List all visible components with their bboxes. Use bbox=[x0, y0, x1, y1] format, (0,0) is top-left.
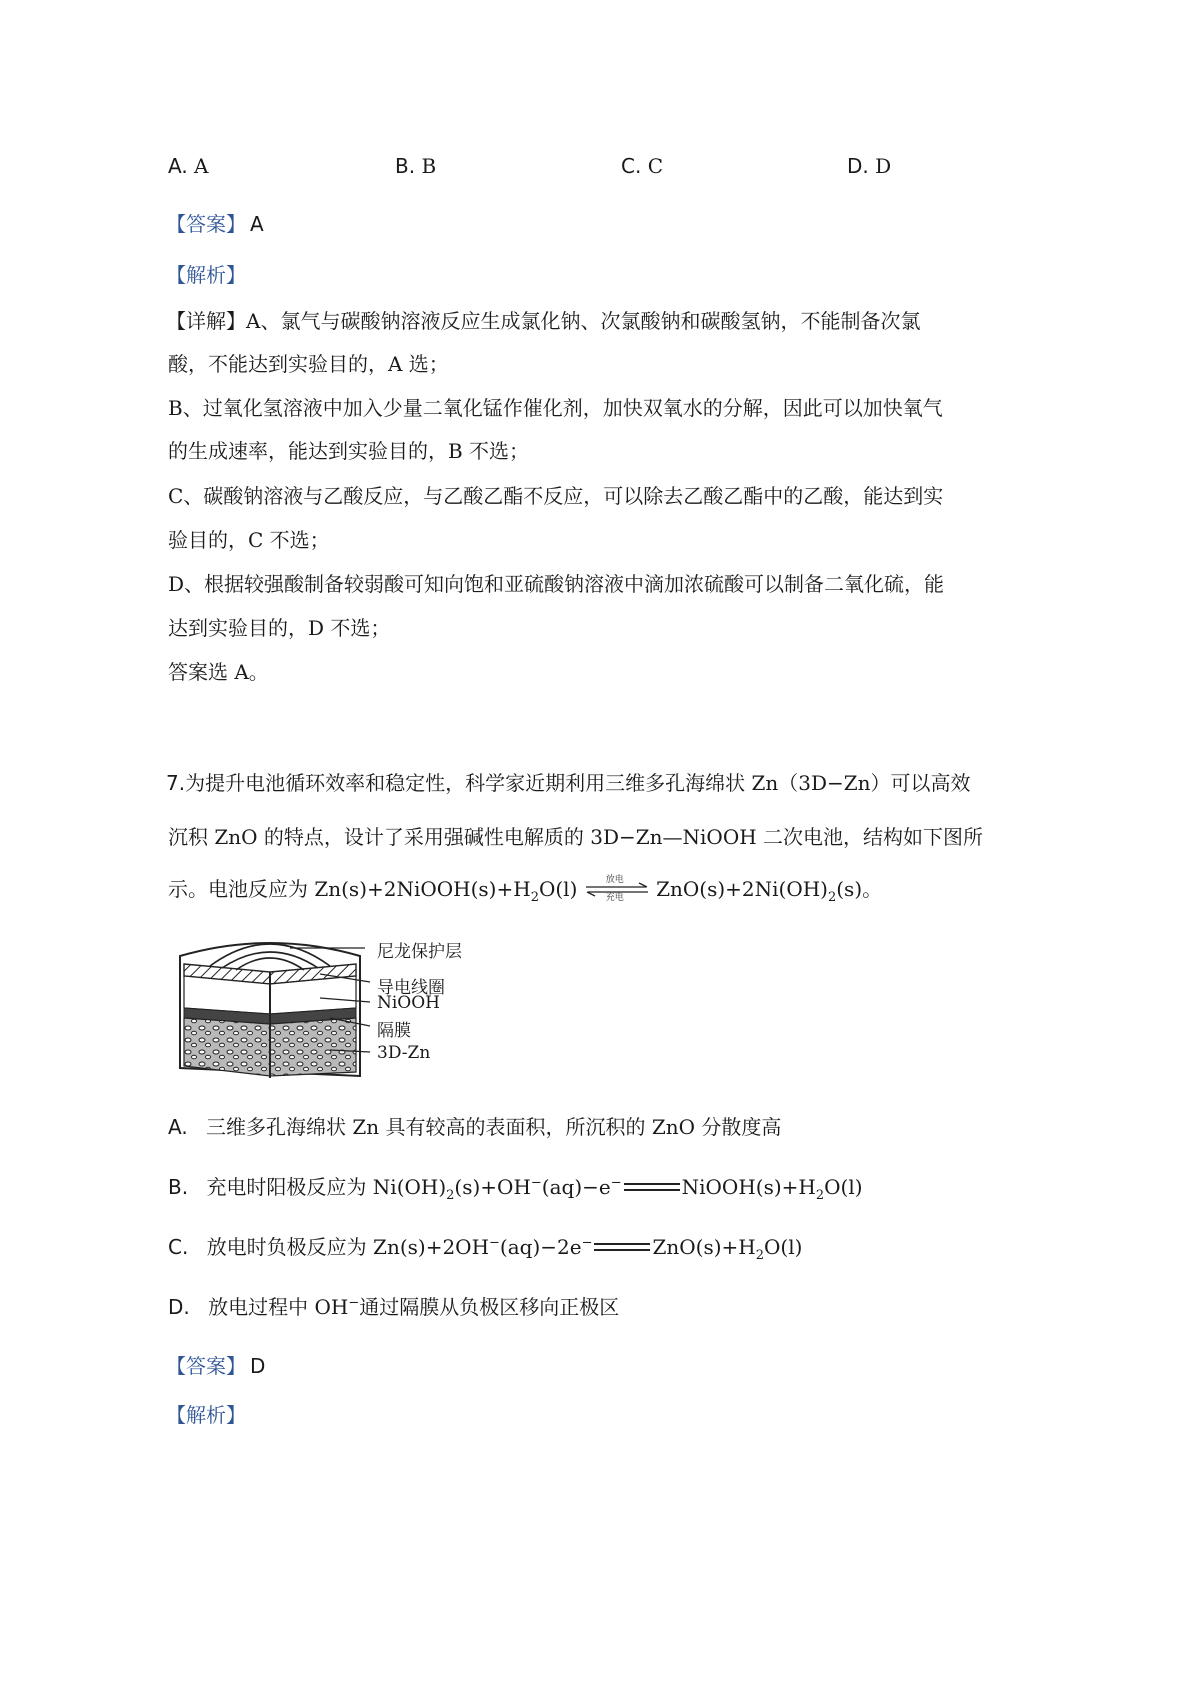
label-conductive-coil: 导电线圈 bbox=[377, 978, 445, 998]
option-text: (s)+OH bbox=[454, 1175, 531, 1199]
option-text: (aq)−e bbox=[541, 1175, 611, 1199]
question-number: 7. bbox=[166, 771, 186, 795]
analysis-tag: 【解析】 bbox=[166, 263, 246, 287]
stem-text: 为提升电池循环效率和稳定性，科学家近期利用三维多孔海绵状 Zn（3D−Zn）可以高效 bbox=[185, 771, 971, 795]
q6-answer bbox=[166, 214, 264, 234]
q6-detail-line-6: 验目的，C 不选； bbox=[168, 528, 330, 552]
q6-detail-line-3: B、过氧化氢溶液中加入少量二氧化锰作催化剂，加快双氧水的分解，因此可以加快氧气 bbox=[168, 396, 943, 420]
option-letter: A. bbox=[168, 1115, 188, 1139]
q6-detail-line-4: 的生成速率，能达到实验目的，B 不选； bbox=[168, 439, 530, 463]
q6-option-d bbox=[847, 156, 891, 176]
q7-option-a bbox=[168, 1117, 781, 1137]
q7-stem-line-2: 沉积 ZnO 的特点，设计了采用强碱性电解质的 3D−Zn—NiOOH 二次电池，结构如下图所 bbox=[168, 825, 984, 849]
detail-text: A、氯气与碳酸钠溶液反应生成氯化钠、次氯酸钠和碳酸氢钠，不能制备次氯 bbox=[246, 309, 921, 333]
label-separator: 隔膜 bbox=[377, 1021, 411, 1041]
option-text: D bbox=[875, 154, 892, 178]
option-text: B bbox=[421, 154, 437, 178]
option-text: A bbox=[194, 154, 209, 178]
option-letter: C. bbox=[621, 154, 642, 178]
subscript: 2 bbox=[755, 1248, 765, 1263]
option-text: 通过隔膜从负极区移向正极区 bbox=[359, 1295, 620, 1319]
q6-detail-line-5: C、碳酸钠溶液与乙酸反应，与乙酸乙酯不反应，可以除去乙酸乙酯中的乙酸，能达到实 bbox=[168, 484, 944, 508]
option-letter: B. bbox=[168, 1175, 189, 1199]
q6-detail-line-1 bbox=[166, 311, 920, 331]
q6-detail-line-7: D、根据较强酸制备较弱酸可知向饱和亚硫酸钠溶液中滴加浓硫酸可以制备二氧化硫，能 bbox=[168, 572, 945, 596]
q6-analysis-tag bbox=[166, 265, 246, 285]
label-niooh: NiOOH bbox=[377, 993, 441, 1013]
q7-option-c bbox=[168, 1235, 803, 1263]
equal-sign-icon bbox=[624, 1183, 680, 1191]
option-letter: C. bbox=[168, 1235, 189, 1259]
option-text: O(l) bbox=[764, 1235, 803, 1259]
q6-detail-line-8: 达到实验目的，D 不选； bbox=[168, 616, 391, 640]
analysis-tag: 【解析】 bbox=[166, 1403, 246, 1427]
superscript: − bbox=[610, 1175, 622, 1191]
equal-sign-icon bbox=[594, 1243, 650, 1251]
subscript: 2 bbox=[827, 890, 837, 905]
answer-tag: 【答案】 bbox=[166, 212, 246, 236]
option-text: (aq)−2e bbox=[499, 1235, 582, 1259]
answer-value: A bbox=[250, 212, 264, 236]
label-nylon-layer: 尼龙保护层 bbox=[377, 942, 462, 962]
q6-option-c bbox=[621, 156, 663, 176]
option-text: C bbox=[647, 154, 663, 178]
arrow-label-top: 放电 bbox=[605, 875, 624, 885]
q7-option-d bbox=[168, 1297, 619, 1317]
option-letter: D. bbox=[847, 154, 869, 178]
superscript: − bbox=[489, 1235, 500, 1251]
superscript: − bbox=[581, 1235, 593, 1251]
reaction-right-end: (s)。 bbox=[836, 877, 883, 901]
arrow-label-bottom: 充电 bbox=[605, 893, 624, 903]
option-letter: B. bbox=[395, 154, 416, 178]
reaction-right: ZnO(s)+2Ni(OH) bbox=[656, 877, 828, 901]
option-text: ZnO(s)+H bbox=[652, 1235, 756, 1259]
q7-analysis-tag bbox=[166, 1405, 246, 1425]
reaction-left: 示。电池反应为 Zn(s)+2NiOOH(s)+H bbox=[168, 877, 531, 901]
q6-detail-line-9: 答案选 A。 bbox=[168, 660, 269, 684]
q7-option-b bbox=[168, 1175, 863, 1203]
q6-detail-line-2: 酸，不能达到实验目的，A 选； bbox=[168, 352, 449, 376]
reversible-arrow-icon bbox=[584, 875, 650, 903]
subscript: 2 bbox=[446, 1188, 455, 1203]
q6-option-b bbox=[395, 156, 436, 176]
option-text: NiOOH(s)+H bbox=[681, 1175, 816, 1199]
label-3d-zn: 3D-Zn bbox=[377, 1043, 431, 1063]
q6-option-a bbox=[168, 156, 209, 176]
detail-tag: 【详解】 bbox=[166, 309, 246, 333]
option-text: 放电时负极反应为 Zn(s)+2OH bbox=[206, 1235, 490, 1259]
battery-structure-diagram bbox=[170, 928, 500, 1088]
superscript: − bbox=[348, 1295, 360, 1311]
subscript: 2 bbox=[815, 1188, 825, 1203]
q7-stem-line-3 bbox=[168, 875, 883, 905]
superscript: − bbox=[530, 1175, 542, 1191]
option-text: 充电时阳极反应为 Ni(OH) bbox=[206, 1175, 447, 1199]
answer-value: D bbox=[250, 1354, 266, 1378]
answer-tag: 【答案】 bbox=[166, 1354, 246, 1378]
q7-stem-line-1 bbox=[166, 773, 971, 793]
option-letter: A. bbox=[168, 154, 188, 178]
subscript: 2 bbox=[530, 890, 539, 905]
reaction-left-end: O(l) bbox=[538, 877, 578, 901]
option-letter: D. bbox=[168, 1295, 190, 1319]
option-text: 放电过程中 OH bbox=[208, 1295, 349, 1319]
option-text: O(l) bbox=[824, 1175, 863, 1199]
option-text: 三维多孔海绵状 Zn 具有较高的表面积，所沉积的 ZnO 分散度高 bbox=[206, 1115, 782, 1139]
q7-answer bbox=[166, 1356, 265, 1376]
